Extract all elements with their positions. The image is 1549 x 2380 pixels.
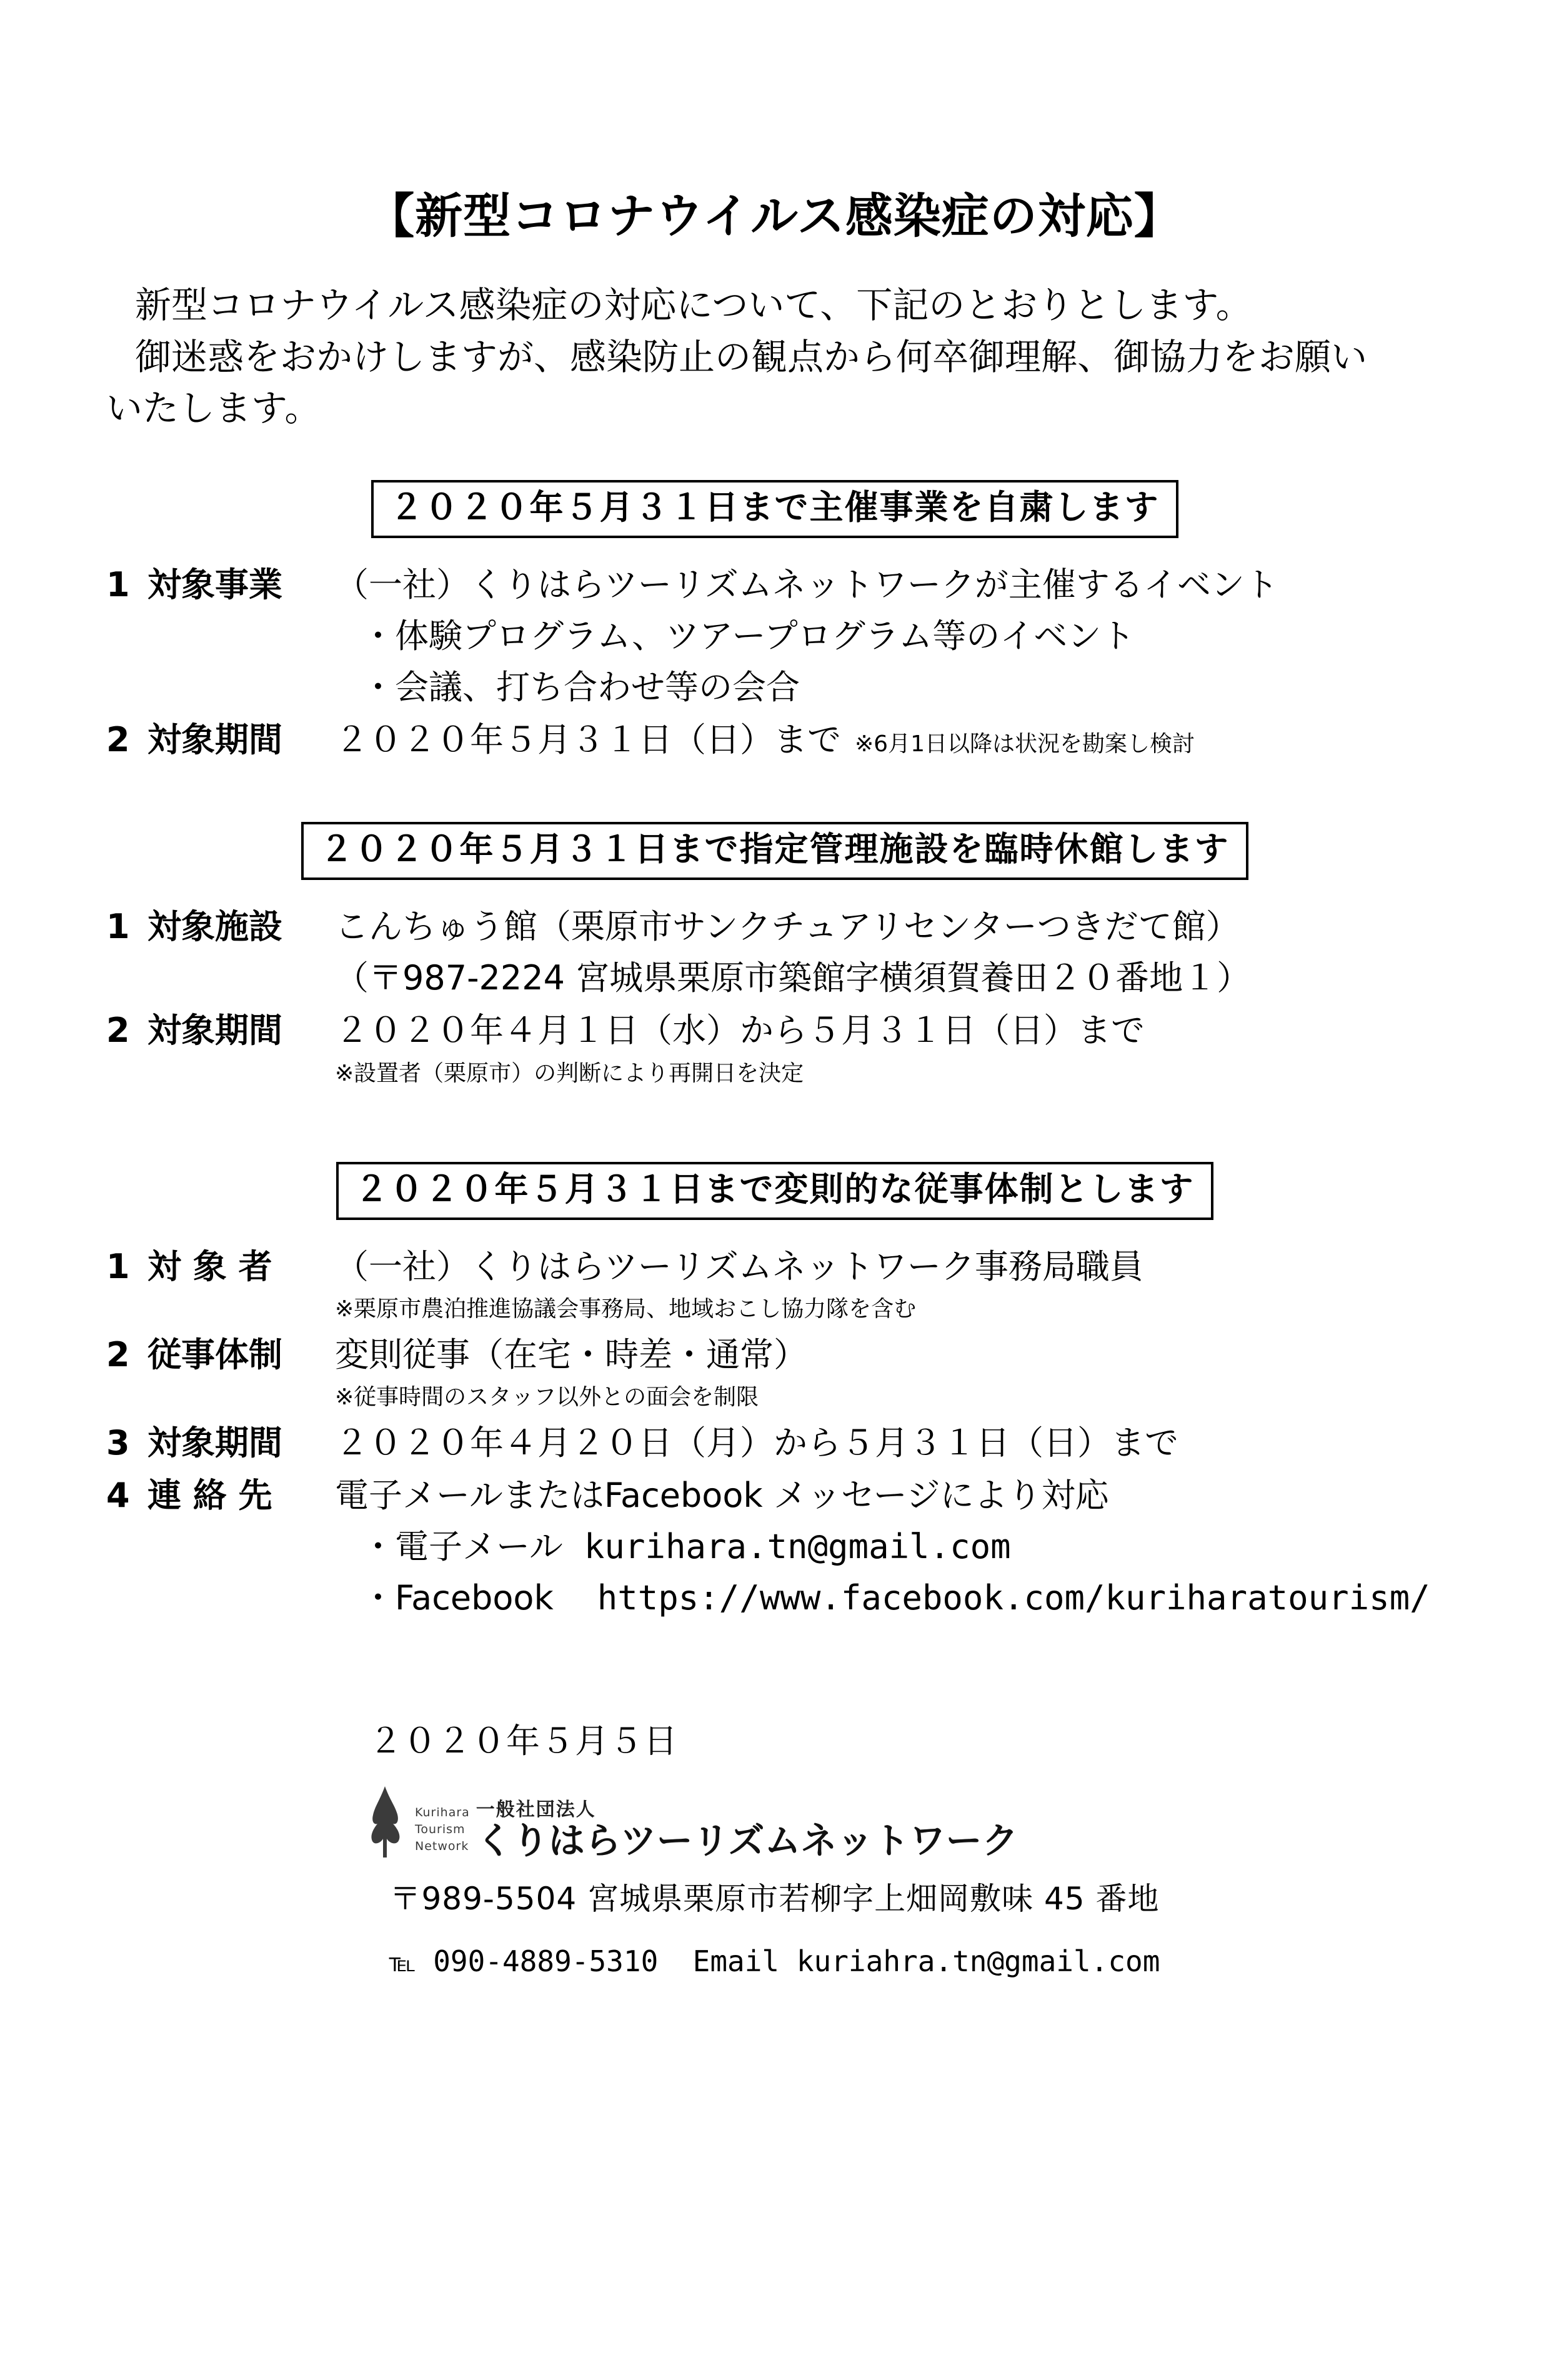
item-number: 1 xyxy=(106,564,130,604)
page-title: 【新型コロナウイルス感染症の対応】 xyxy=(367,188,1182,244)
item-label: 連 絡 先 xyxy=(147,1475,272,1515)
item-number: 4 xyxy=(106,1475,130,1515)
item-subline: ・会議、打ち合わせ等の会合 xyxy=(361,668,800,708)
item-value: ２０２０年４月２０日（月）から５月３１日（日）まで xyxy=(335,1422,1178,1462)
item-subline: ・体験プログラム、ツアープログラム等のイベント xyxy=(361,616,1135,656)
section-2-heading: ２０２０年５月３１日まで指定管理施設を臨時休館します xyxy=(301,822,1248,879)
item-label: 対象施設 xyxy=(147,906,282,946)
section-3-items xyxy=(106,1245,1443,1621)
item-number: 1 xyxy=(106,906,130,946)
item-number: 2 xyxy=(106,1334,130,1374)
logo-org-name: くりはらツーリズムネットワーク xyxy=(476,1819,1019,1862)
intro-line-1: 新型コロナウイルス感染症の対応について、下記のとおりとします。 xyxy=(135,284,1252,327)
issue-date: ２０２０年５月５日 xyxy=(369,1721,678,1761)
contact-facebook-row xyxy=(361,1576,1443,1620)
item-value: （一社）くりはらツーリズムネットワーク事務局職員 xyxy=(335,1246,1143,1286)
footer-email-label: Email xyxy=(692,1944,780,1978)
item-value xyxy=(335,718,1443,762)
logo-en-line-1: Kurihara xyxy=(415,1805,470,1819)
item-label: 対 象 者 xyxy=(147,1246,272,1286)
item-number: 1 xyxy=(106,1246,130,1286)
footer-contact xyxy=(106,1939,1443,1984)
item-note: ※6月1日以降は状況を勘案し検討 xyxy=(855,731,1195,758)
item-number: 2 xyxy=(106,1011,130,1051)
item-label: 従事体制 xyxy=(147,1334,282,1374)
section-facility-closure xyxy=(106,822,1443,1088)
list-item xyxy=(106,563,1443,607)
list-item xyxy=(106,1333,1443,1377)
list-item xyxy=(106,1421,1443,1465)
item-label: 対象事業 xyxy=(147,564,282,604)
list-item xyxy=(106,1474,1443,1518)
footer-address: 〒989-5504 宮城県栗原市若柳字上畑岡敷味 45 番地 xyxy=(389,1880,1160,1917)
contact-email-value[interactable]: kurihara.tn@gmail.com xyxy=(584,1527,1011,1567)
item-number: 3 xyxy=(106,1422,130,1462)
footer-email-value: kuriahra.tn@gmail.com xyxy=(796,1944,1160,1978)
list-item xyxy=(106,1245,1443,1289)
intro-paragraph xyxy=(106,279,1443,434)
contact-email-label: ・電子メール xyxy=(361,1527,563,1567)
item-value: ２０２０年４月１日（水）から５月３１日（日）まで xyxy=(335,1011,1145,1051)
logo-japanese-name xyxy=(476,1794,1019,1862)
item-value: 変則従事（在宅・時差・通常） xyxy=(335,1334,807,1374)
item-label: 対象期間 xyxy=(147,720,282,760)
contact-email-row xyxy=(361,1525,1443,1569)
logo-en-line-3: Network xyxy=(415,1839,469,1853)
section-2-items xyxy=(106,905,1443,1088)
list-item xyxy=(106,718,1443,762)
item-label: 対象期間 xyxy=(147,1011,282,1051)
footer-block xyxy=(106,1714,1443,1984)
item-subline-address: （〒987-2224 宮城県栗原市築館字横須賀養田２０番地１） xyxy=(335,958,1251,998)
section-3-heading: ２０２０年５月３１日まで変則的な従事体制とします xyxy=(336,1162,1213,1219)
item-note: ※栗原市農泊推進協議会事務局、地域おこし協力隊を含む xyxy=(335,1296,917,1322)
section-work-arrangement xyxy=(106,1162,1443,1620)
organization-logo xyxy=(361,1785,1443,1862)
section-event-suspension xyxy=(106,480,1443,762)
footer-tel-value: 090-4889-5310 xyxy=(433,1944,659,1978)
intro-line-2: 御迷惑をおかけしますが、感染防止の観点から何卒御理解、御協力をお願い xyxy=(135,335,1368,378)
item-note: ※設置者（栗原市）の判断により再開日を決定 xyxy=(335,1060,804,1086)
section-2-heading-wrap xyxy=(106,822,1443,879)
section-1-heading-wrap xyxy=(106,480,1443,538)
item-value-text: ２０２０年５月３１日（日）まで xyxy=(335,720,841,760)
item-note: ※従事時間のスタッフ以外との面会を制限 xyxy=(335,1384,759,1410)
logo-en-line-2: Tourism xyxy=(415,1822,466,1836)
item-value: 電子メールまたはFacebook メッセージにより対応 xyxy=(335,1475,1109,1515)
list-item xyxy=(106,1009,1443,1052)
list-item xyxy=(106,905,1443,949)
intro-line-3: いたします。 xyxy=(106,386,321,429)
logo-corp-type: 一般社団法人 xyxy=(476,1798,596,1821)
logo-english-name xyxy=(410,1804,476,1859)
telephone-icon: ℡ xyxy=(389,1949,416,1978)
item-value: （一社）くりはらツーリズムネットワークが主催するイベント xyxy=(335,564,1278,604)
item-value: こんちゅう館（栗原市サンクチュアリセンターつきだて館） xyxy=(335,906,1240,946)
tree-icon xyxy=(361,1785,410,1859)
item-number: 2 xyxy=(106,720,130,760)
section-1-heading: ２０２０年５月３１日まで主催事業を自粛します xyxy=(371,480,1178,538)
contact-facebook-label: ・Facebook xyxy=(361,1578,554,1618)
item-label: 対象期間 xyxy=(147,1422,282,1462)
document-page xyxy=(0,188,1549,2380)
section-3-heading-wrap xyxy=(106,1162,1443,1219)
contact-facebook-value[interactable]: https://www.facebook.com/kuriharatourism/ xyxy=(597,1578,1430,1618)
section-1-items xyxy=(106,563,1443,762)
